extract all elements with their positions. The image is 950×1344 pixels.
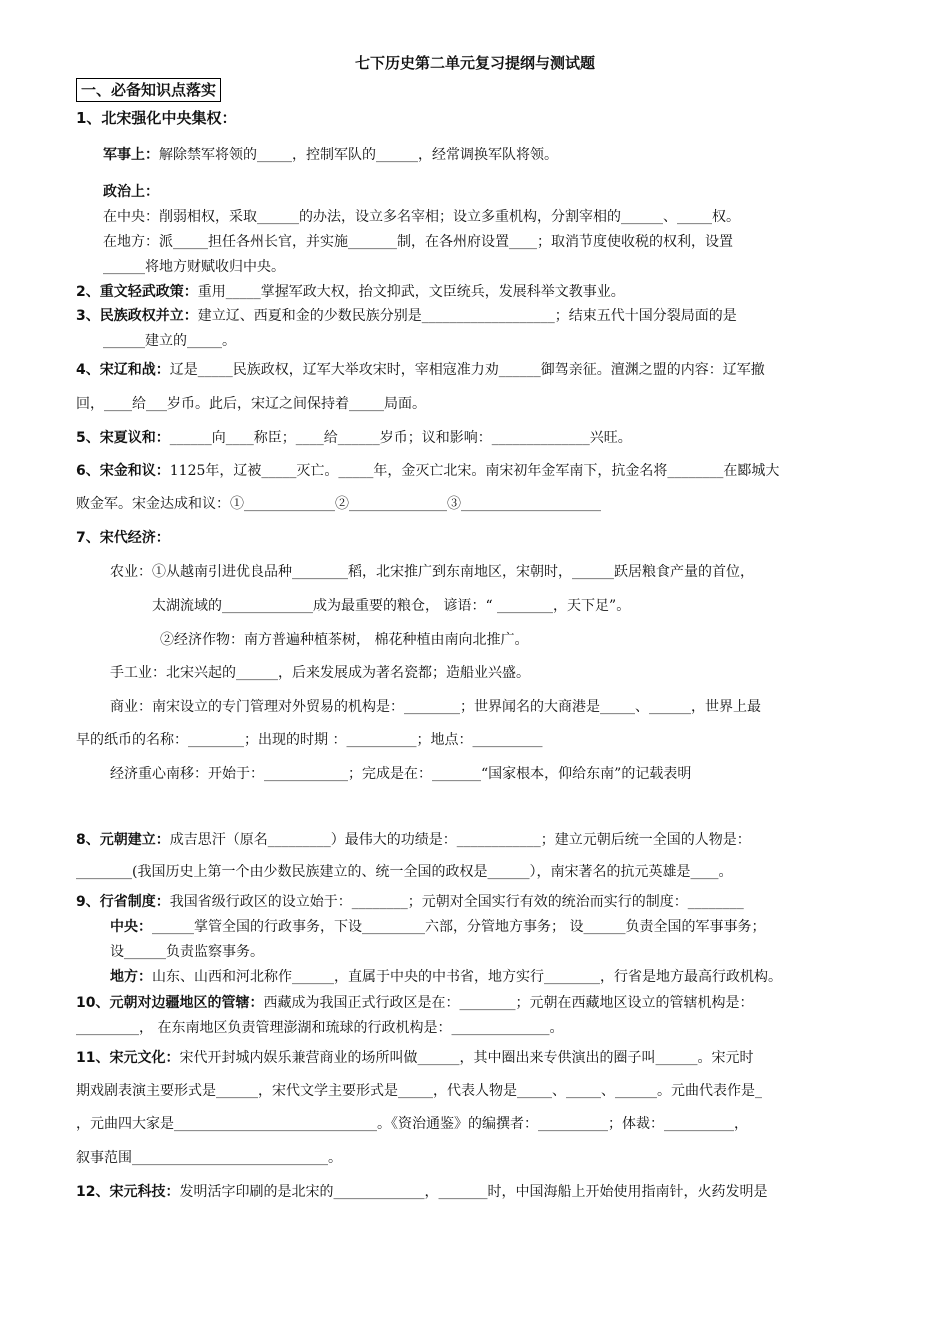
item-7-economic-shift: 经济重心南移：开始于：____________；完成是在：_______“国家根本，仰给东南”的记载表明: [110, 766, 692, 782]
item-3-heading: 3、民族政权并立：: [76, 308, 198, 324]
item-5: [76, 428, 632, 448]
item-7-commerce: 商业：南宋设立的专门管理对外贸易的机构是：________；世界闻名的大商港是_____、______，世界上最: [110, 699, 761, 715]
item-5-text: ______向____称臣；____给______岁币；议和影响：______________兴旺。: [169, 430, 632, 446]
section-heading: 一、必备知识点落实: [76, 78, 221, 102]
local-text: 山东、山西和河北称作______，直属于中央的中书省，地方实行________，行省是地方最高行政机构。: [152, 969, 782, 985]
item-11-text-4: 叙事范围____________________________。: [76, 1150, 342, 1166]
item-10-text-2: _________， 在东南地区负责管理澎湖和琉球的行政机构是：______________。: [76, 1020, 564, 1036]
item-9-text: 我国省级行政区的设立始于：________；元朝对全国实行有效的统治而实行的制度：________: [169, 894, 744, 910]
item-9-heading: 9、行省制度：: [76, 894, 170, 910]
item-12-heading: 12、宋元科技：: [76, 1184, 180, 1200]
item-8: [76, 830, 751, 850]
item-9-central: [110, 917, 765, 937]
item-8-text-2: ________(我国历史上第一个由少数民族建立的、统一全国的政权是______），南宋著名的抗元英雄是____。: [76, 864, 733, 880]
item-7-heading: 7、宋代经济：: [76, 530, 170, 546]
item-2: [76, 282, 625, 302]
item-1-heading: 1、北宋强化中央集权：: [76, 109, 237, 127]
item-1-politics-local-2: ______将地方财赋收归中央。: [103, 259, 285, 275]
item-6: [76, 461, 779, 481]
item-8-text: 成吉思汗（原名_________）最伟大的功绩是：____________；建立元朝后统一全国的人物是：: [169, 832, 751, 848]
item-6-heading: 6、宋金和议：: [76, 463, 170, 479]
item-3-text-2: ______建立的_____。: [103, 333, 236, 349]
item-5-heading: 5、宋夏议和：: [76, 430, 170, 446]
item-8-heading: 8、元朝建立：: [76, 832, 170, 848]
item-9-local: [110, 967, 782, 987]
item-4-text: 辽是_____民族政权，辽军大举攻宋时，宰相寇准力劝______御驾亲征。澶渊之盟的内容：辽军撤: [169, 362, 765, 378]
item-4-heading: 4、宋辽和战：: [76, 362, 170, 378]
item-4-text-2: 回，____给___岁币。此后，宋辽之间保持着_____局面。: [76, 396, 426, 412]
page-title: 七下历史第二单元复习提纲与测试题: [354, 54, 595, 72]
military-text: 解除禁军将领的_____，控制军队的______，经常调换军队将领。: [159, 147, 558, 163]
item-9: [76, 892, 744, 912]
item-10: [76, 993, 753, 1013]
item-11-text-2: 期戏剧表演主要形式是______，宋代文学主要形式是_____，代表人物是_____、_____、______。元曲代表作是_: [76, 1083, 762, 1099]
item-11-heading: 11、宋元文化：: [76, 1050, 180, 1066]
item-7-cash-crops: ②经济作物：南方普遍种植茶树， 棉花种植由南向北推广。: [160, 632, 529, 648]
item-12-text: 发明活字印刷的是北宋的_____________，_______时，中国海船上开始使用指南针，火药发明是: [179, 1184, 768, 1200]
item-2-text: 重用_____掌握军政大权，抬文抑武，文臣统兵，发展科举文教事业。: [197, 284, 625, 300]
item-3: [76, 306, 737, 326]
item-6-text-2: 败金军。宋金达成和议：①_____________②______________③____________________: [76, 496, 601, 512]
item-3-text: 建立辽、西夏和金的少数民族分别是___________________；结束五代十国分裂局面的是: [197, 308, 737, 324]
item-7-commerce-2: 早的纸币的名称：________；出现的时期 ：__________；地点：__________: [76, 732, 543, 748]
item-1-military: [103, 145, 558, 165]
central-label: 中央：: [110, 919, 152, 935]
item-4: [76, 360, 765, 380]
item-7-agriculture-2: 太湖流域的_____________成为最重要的粮仓， 谚语：“ ________，天下足”。: [152, 598, 631, 614]
item-1-politics-label: 政治上：: [103, 184, 159, 200]
central-text: ______掌管全国的行政事务，下设_________六部，分管地方事务； 设______负责全国的军事事务；: [152, 919, 766, 935]
item-11: [76, 1048, 753, 1068]
item-11-text-3: ，元曲四大家是_____________________________。《资治通鉴》的编撰者：__________；体裁：__________，: [76, 1116, 748, 1132]
item-12: [76, 1182, 767, 1202]
item-7-handicraft: 手工业：北宋兴起的______，后来发展成为著名瓷都；造船业兴盛。: [110, 665, 530, 681]
item-10-text: 西藏成为我国正式行政区是在：________；元朝在西藏地区设立的管辖机构是：: [263, 995, 754, 1011]
item-7-agriculture: 农业：①从越南引进优良品种________稻，北宋推广到东南地区，宋朝时，______跃居粮食产量的首位，: [110, 564, 754, 580]
item-1-politics-local: 在地方：派_____担任各州长官，并实施_______制，在各州府设置____；取消节度使收税的权利，设置: [103, 234, 733, 250]
item-10-heading: 10、元朝对边疆地区的管辖：: [76, 995, 264, 1011]
item-6-text: 1125年，辽被_____灭亡。_____年，金灭亡北宋。南宋初年金军南下，抗金名将________在郾城大: [169, 463, 780, 479]
item-9-central-2: 设______负责监察事务。: [110, 944, 264, 960]
military-label: 军事上：: [103, 147, 159, 163]
local-label: 地方：: [110, 969, 152, 985]
item-1-politics-central: 在中央：削弱相权，采取______的办法，设立多名宰相；设立多重机构，分割宰相的______、_____权。: [103, 209, 740, 225]
item-2-heading: 2、重文轻武政策：: [76, 284, 198, 300]
item-11-text: 宋代开封城内娱乐兼营商业的场所叫做______，其中圈出来专供演出的圈子叫______。宋元时: [179, 1050, 754, 1066]
